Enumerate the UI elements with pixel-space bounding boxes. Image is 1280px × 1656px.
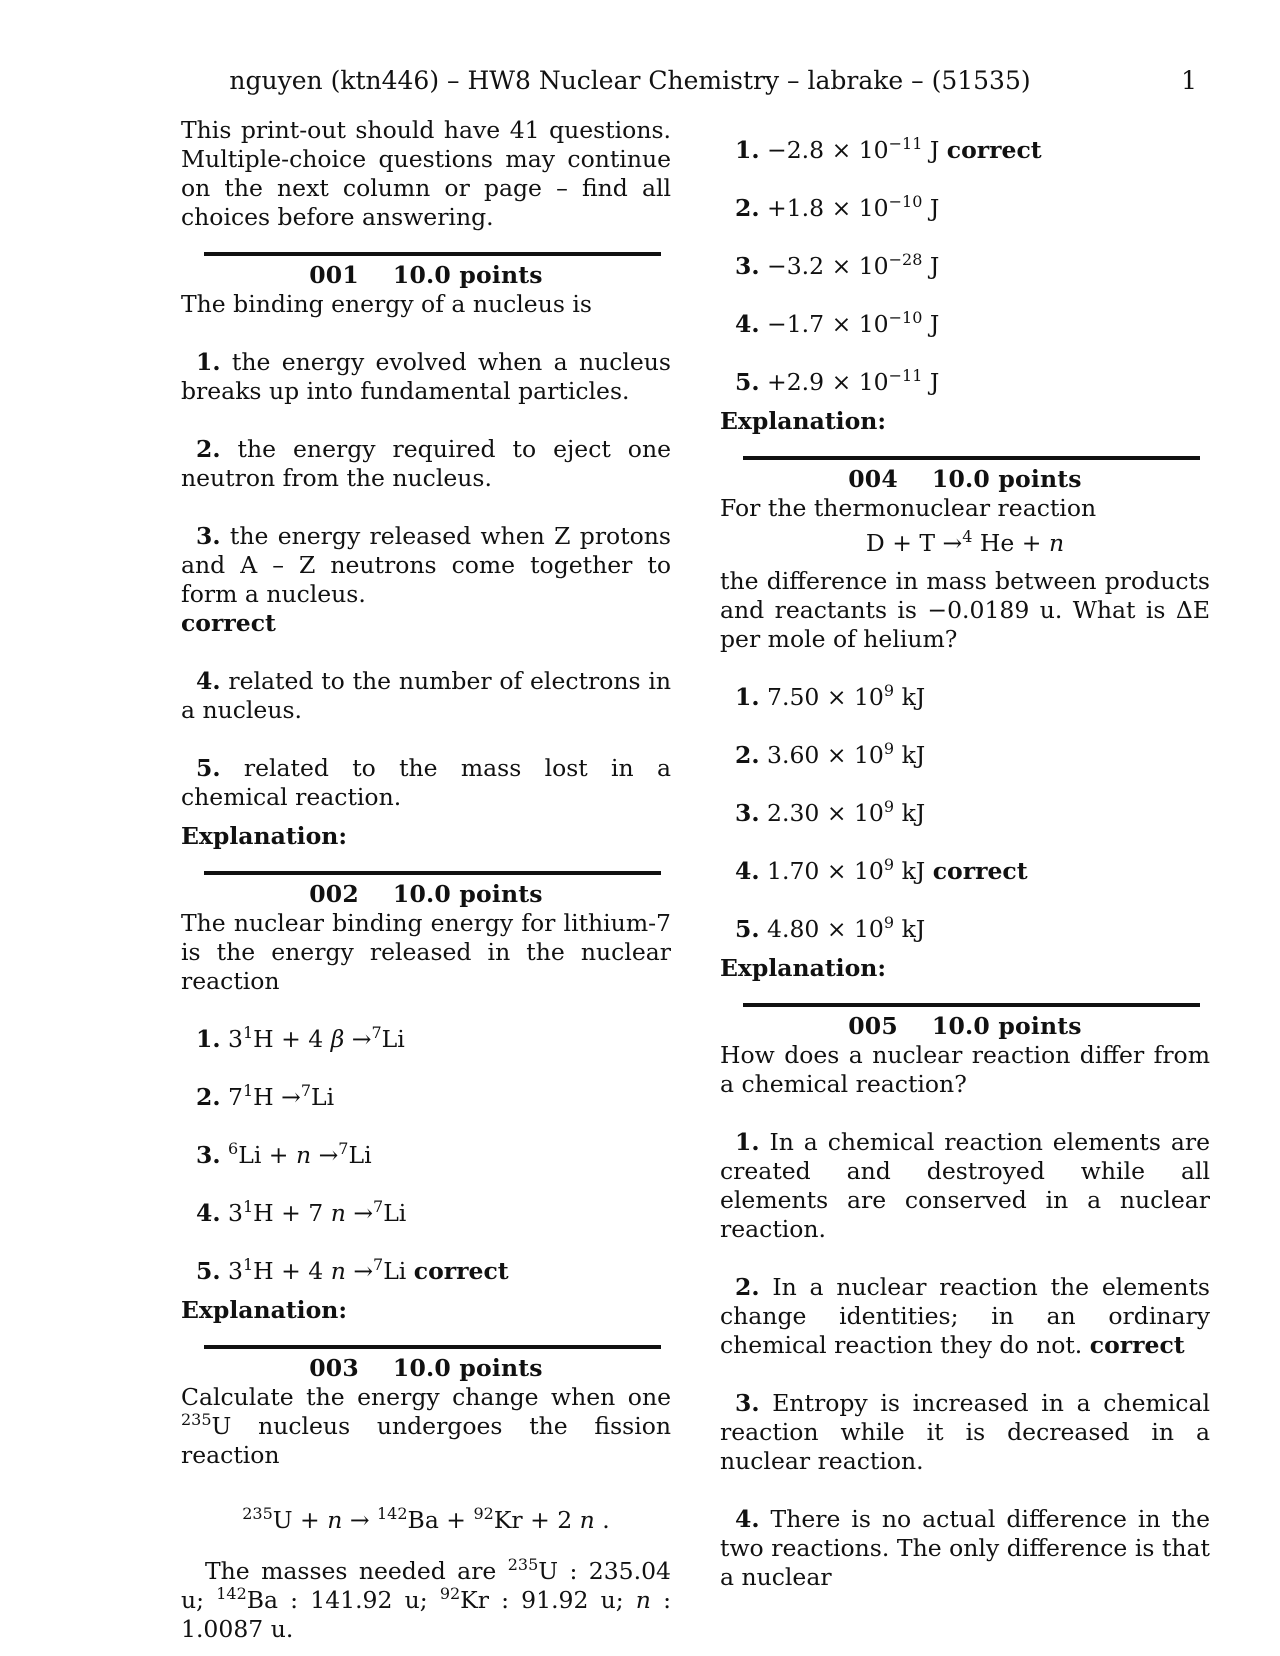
question-number: 001 bbox=[309, 261, 359, 289]
question-prompt-2: the difference in mass between products and reactants is −0.0189 u. What is ΔE per mole of helium? bbox=[720, 567, 1210, 653]
intro-text: This print-out should have 41 questions. Multiple-choice questions may continue on the next column or page – find all choices before answering. bbox=[181, 116, 671, 231]
choice-4: 4. $3^1H + 7$ n →$^7$Li bbox=[196, 1197, 407, 1227]
correct-marker: correct bbox=[413, 1257, 509, 1285]
explanation-label: Explanation: bbox=[720, 407, 887, 435]
left-column bbox=[181, 116, 671, 1644]
choice-1: 1. $-2.8 \times 10^{-11}$ J correct bbox=[735, 134, 1042, 164]
correct-marker: correct bbox=[181, 609, 276, 637]
correct-marker: correct bbox=[946, 136, 1042, 164]
choice-5: 5. $4.80 \times 10^9$ kJ bbox=[735, 913, 926, 943]
choice-4: 4. $-1.7 \times 10^{-10}$ J bbox=[735, 308, 940, 338]
question-divider bbox=[743, 456, 1200, 460]
question-divider bbox=[204, 1345, 661, 1349]
choice-5: 5. $+2.9 \times 10^{-11}$ J bbox=[735, 366, 940, 396]
question-header: 003 10.0 points bbox=[309, 1354, 543, 1382]
question-prompt: Calculate the energy change when one $^{235}$U nucleus undergoes the fission reaction bbox=[181, 1383, 671, 1469]
explanation-label: Explanation: bbox=[181, 822, 348, 850]
question-prompt: How does a nuclear reaction differ from a chemical reaction? bbox=[720, 1041, 1210, 1098]
choice-3: 3. $-3.2 \times 10^{-28}$ J bbox=[735, 250, 940, 280]
choice-2: 2. $7^1H \to^7Li$ bbox=[196, 1081, 335, 1111]
choice-3: 3. the energy released when Z protons and A – Z neutrons come together to form a nucleus. correct bbox=[181, 522, 671, 637]
page-header bbox=[0, 66, 1280, 102]
question-prompt: The binding energy of a nucleus is bbox=[181, 290, 592, 318]
thermonuclear-equation: D + T →$^4$ He + n bbox=[865, 527, 1065, 557]
choice-2: 2. the energy required to eject one neutron from the nucleus. bbox=[181, 435, 671, 492]
choice-1: 1. $3^1H + 4$ β →$^7$Li bbox=[196, 1023, 405, 1053]
question-points: 10.0 points bbox=[392, 261, 543, 289]
question-divider bbox=[743, 1003, 1200, 1007]
correct-marker: correct bbox=[1089, 1331, 1185, 1359]
choice-2: 2. $3.60 \times 10^9$ kJ bbox=[735, 739, 926, 769]
question-header bbox=[181, 261, 671, 290]
choice-4: 4. $1.70 \times 10^9$ kJ correct bbox=[735, 855, 1028, 885]
explanation-label: Explanation: bbox=[720, 954, 887, 982]
choice-4: 4. There is no actual difference in the two reactions. The only difference is that a nuclear bbox=[720, 1505, 1210, 1591]
choice-5: 5. $3^1H + 4$ n →$^7$Li correct bbox=[196, 1255, 509, 1285]
choice-3: 3. Entropy is increased in a chemical reaction while it is decreased in a nuclear reaction. bbox=[720, 1389, 1210, 1475]
page-number: 1 bbox=[1181, 66, 1197, 95]
choice-3: 3. $^6$Li + n →$^7$Li bbox=[196, 1139, 372, 1169]
question-prompt: For the thermonuclear reaction bbox=[720, 494, 1097, 522]
question-header: 002 10.0 points bbox=[309, 880, 543, 908]
document-title: nguyen (ktn446) – HW8 Nuclear Chemistry – labrake – (51535) bbox=[229, 66, 1031, 95]
choice-5: 5. related to the mass lost in a chemical reaction. bbox=[181, 754, 671, 811]
choice-1: 1. In a chemical reaction elements are created and destroyed while all elements are conserved in a nuclear reaction. bbox=[720, 1128, 1210, 1243]
choice-2: 2. In a nuclear reaction the elements change identities; in an ordinary chemical reaction they do not. correct bbox=[720, 1273, 1210, 1359]
choice-4: 4. related to the number of electrons in a nucleus. bbox=[181, 667, 671, 724]
choice-1: 1. $7.50 \times 10^9$ kJ bbox=[735, 681, 926, 711]
choice-1: 1. the energy evolved when a nucleus breaks up into fundamental particles. bbox=[181, 348, 671, 405]
question-divider bbox=[204, 252, 661, 256]
masses-text: The masses needed are $^{235}$U : 235.04 u; $^{142}$Ba : 141.92 u; $^{92}$Kr : 91.92 u; n : 1.0087 u. bbox=[181, 1555, 672, 1643]
question-header: 005 10.0 points bbox=[848, 1012, 1082, 1040]
question-divider bbox=[204, 871, 661, 875]
choice-3: 3. $2.30 \times 10^9$ kJ bbox=[735, 797, 926, 827]
explanation-label: Explanation: bbox=[181, 1296, 348, 1324]
correct-marker: correct bbox=[932, 857, 1028, 885]
question-prompt: The nuclear binding energy for lithium-7 is the energy released in the nuclear reaction bbox=[181, 909, 671, 995]
fission-equation: $^{235}$U + n → $^{142}$Ba + $^{92}$Kr + 2 n . bbox=[242, 1504, 610, 1534]
choice-2: 2. $+1.8 \times 10^{-10}$ J bbox=[735, 192, 940, 222]
question-header: 004 10.0 points bbox=[848, 465, 1082, 493]
right-column bbox=[720, 116, 1210, 1592]
